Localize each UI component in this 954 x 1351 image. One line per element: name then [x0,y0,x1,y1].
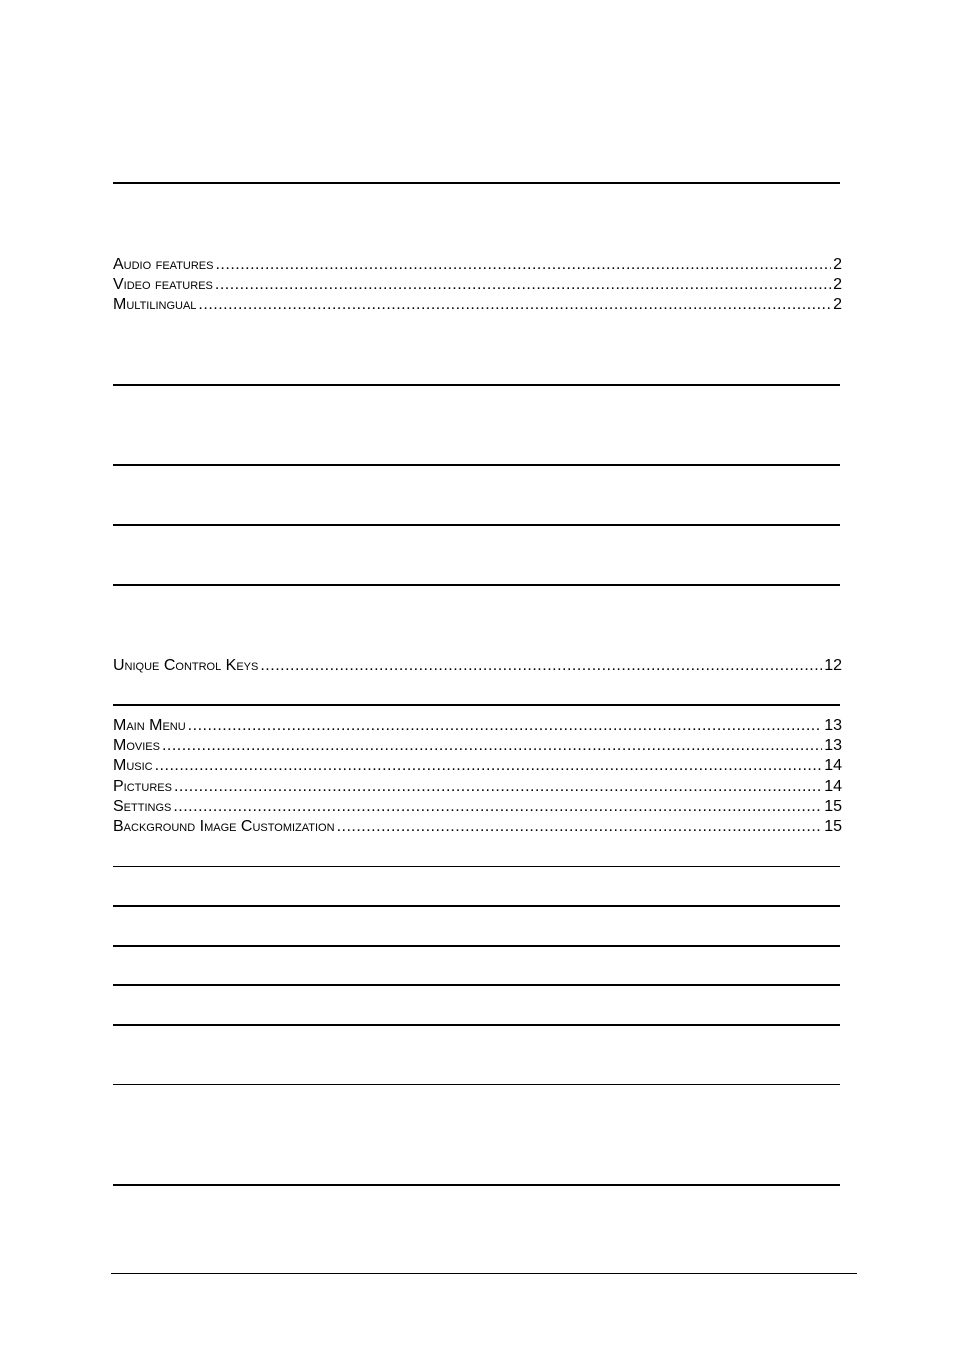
footer-rule [111,1273,857,1274]
section-divider [113,1184,840,1186]
toc-entry-page: 2 [833,296,842,313]
section-divider [113,866,840,867]
section-divider [113,1084,840,1085]
toc-entry-title: Video features [113,276,213,293]
toc-entry-title: Multilingual [113,296,197,313]
section-divider [113,704,840,706]
toc-entry-title: Audio features [113,256,214,273]
toc-dot-leader [174,777,822,797]
toc-entry-title: Movies [113,737,160,754]
toc-entry-title: Pictures [113,778,172,795]
toc-entry-title: Main Menu [113,717,186,734]
toc-dot-leader [198,295,831,315]
toc-dot-leader [337,817,823,837]
toc-entry-page: 14 [824,757,842,774]
section-divider [113,182,840,184]
toc-entry-movies[interactable] [113,736,842,756]
toc-entry-unique-control-keys[interactable] [113,656,842,676]
toc-dot-leader [260,656,822,676]
toc-entry-title: Settings [113,798,172,815]
toc-entry-page: 12 [824,657,842,674]
section-divider [113,945,840,947]
toc-entry-title: Background Image Customization [113,818,335,835]
section-divider [113,584,840,586]
toc-entry-page: 15 [824,798,842,815]
section-divider [113,464,840,466]
toc-entry-pictures[interactable] [113,777,842,797]
toc-dot-leader [162,736,822,756]
toc-entry-video-features[interactable] [113,275,842,295]
toc-entry-page: 14 [824,778,842,795]
section-divider [113,984,840,986]
toc-entry-multilingual[interactable] [113,295,842,315]
toc-dot-leader [215,255,831,275]
toc-entry-main-menu[interactable] [113,716,842,736]
toc-entry-page: 2 [833,256,842,273]
toc-entry-page: 13 [824,737,842,754]
toc-dot-leader [173,797,822,817]
section-divider [113,905,840,907]
toc-entry-title: Unique Control Keys [113,657,259,674]
section-divider [113,1024,840,1026]
toc-entry-title: Music [113,757,153,774]
toc-entry-page: 15 [824,818,842,835]
toc-dot-leader [188,716,823,736]
toc-entry-music[interactable] [113,756,842,776]
toc-entry-page: 13 [824,717,842,734]
toc-entry-audio-features[interactable] [113,255,842,275]
section-divider [113,524,840,526]
toc-entry-settings[interactable] [113,797,842,817]
toc-dot-leader [155,756,823,776]
toc-entry-page: 2 [833,276,842,293]
section-divider [113,384,840,386]
toc-dot-leader [215,275,831,295]
toc-entry-background-image-customization[interactable] [113,817,842,837]
